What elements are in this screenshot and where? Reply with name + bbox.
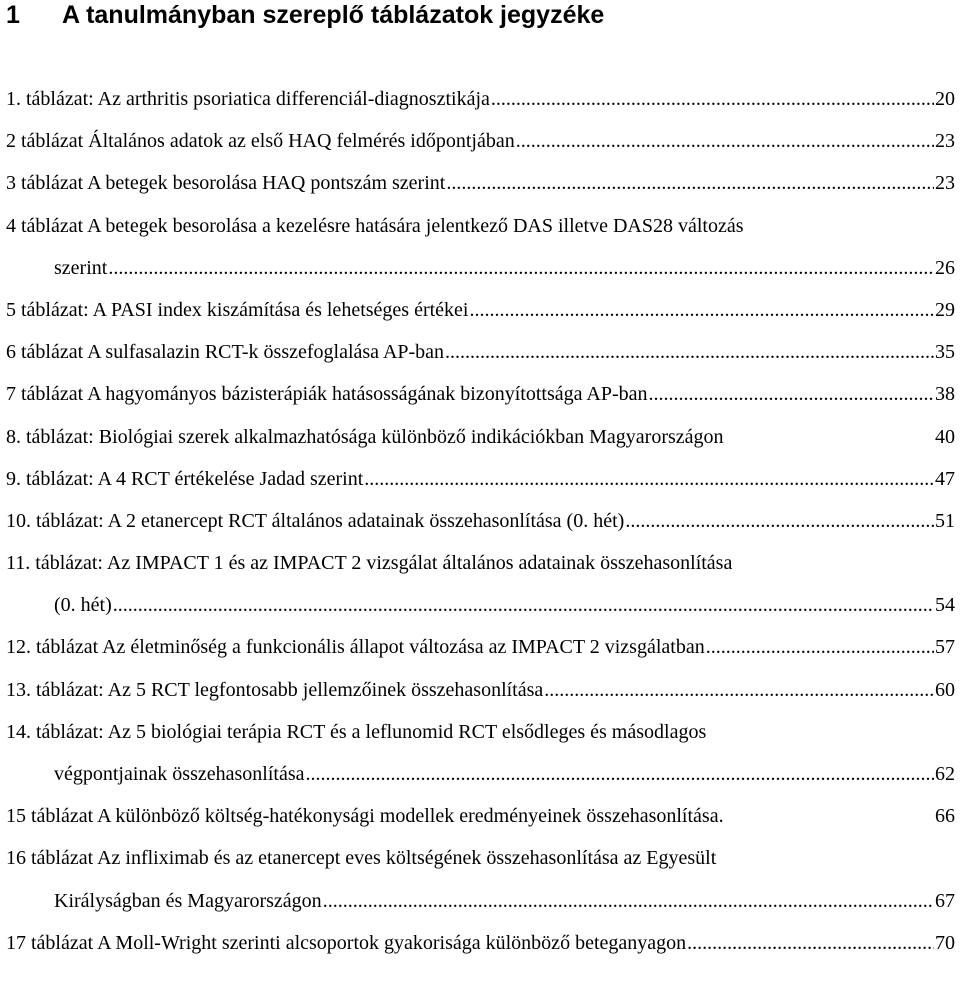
dot-leader	[544, 669, 934, 711]
toc-entry[interactable]	[6, 78, 955, 120]
toc-entry[interactable]	[6, 458, 955, 500]
toc-entry[interactable]	[6, 373, 955, 415]
dot-leader	[446, 162, 934, 204]
toc-entry[interactable]	[6, 542, 955, 626]
toc-page-number: 67	[935, 889, 955, 912]
toc-entry-title: szerint	[54, 256, 108, 279]
toc-page-number: 23	[935, 130, 955, 153]
toc-page-number: 54	[935, 594, 955, 617]
toc-entry-title: 4 táblázat A betegek besorolása a kezelésre hatására jelentkező DAS illetve DAS28 változás	[6, 214, 744, 237]
toc-entry-title: 8. táblázat: Biológiai szerek alkalmazhatósága különböző indikációkban Magyarországon	[6, 425, 724, 448]
toc-page-number: 20	[935, 88, 955, 110]
toc-entry-title: (0. hét)	[54, 594, 112, 617]
dot-leader	[445, 331, 934, 373]
dot-leader	[364, 458, 934, 500]
toc-entry-title: 1. táblázat: Az arthritis psoriatica differenciál-diagnosztikája	[6, 88, 490, 110]
dot-leader	[306, 753, 935, 795]
toc-entry[interactable]	[6, 162, 955, 204]
toc-page-number: 57	[935, 636, 955, 659]
toc-entry-title: 15 táblázat A különböző költség-hatékonysági modellek eredményeinek összehasonlítása.	[6, 805, 724, 828]
toc-entry[interactable]	[6, 837, 955, 921]
toc-entry[interactable]	[6, 205, 955, 289]
toc-page-number: 47	[935, 467, 955, 490]
dot-leader	[625, 500, 934, 542]
toc-entry[interactable]	[6, 795, 955, 837]
toc-entry-title: 9. táblázat: A 4 RCT értékelése Jadad szerint	[6, 467, 364, 490]
table-of-tables	[6, 78, 955, 964]
dot-leader	[516, 120, 934, 162]
toc-entry-title: 11. táblázat: Az IMPACT 1 és az IMPACT 2 vizsgálat általános adatainak összehasonlítása	[6, 552, 733, 575]
dot-leader	[687, 922, 934, 964]
toc-entry-title: 16 táblázat Az infliximab és az etanercept eves költségének összehasonlítása az Egyesült	[6, 847, 717, 870]
toc-entry[interactable]	[6, 669, 955, 711]
toc-entry[interactable]	[6, 331, 955, 373]
toc-entry-title: 7 táblázat A hagyományos bázisterápiák hatásosságának bizonyítottsága AP-ban	[6, 383, 648, 406]
section-number: 1	[6, 1, 20, 29]
toc-entry-title: 13. táblázat: Az 5 RCT legfontosabb jellemzőinek összehasonlítása	[6, 678, 544, 701]
dot-leader	[113, 584, 934, 626]
toc-entry-title: végpontjainak összehasonlítása	[54, 763, 305, 785]
toc-entry-title: 12. táblázat Az életminőség a funkcionális állapot változása az IMPACT 2 vizsgálatban	[6, 636, 705, 659]
dot-leader	[491, 78, 934, 120]
toc-entry[interactable]	[6, 289, 955, 331]
dot-leader	[649, 373, 935, 415]
toc-entry[interactable]	[6, 626, 955, 668]
dot-leader	[323, 880, 934, 922]
toc-entry-title: 10. táblázat: A 2 etanercept RCT általános adatainak összehasonlítása (0. hét)	[6, 509, 625, 532]
toc-page-number: 70	[935, 931, 955, 954]
toc-entry-title: 5 táblázat: A PASI index kiszámítása és lehetséges értékei	[6, 298, 469, 321]
toc-page-number: 38	[935, 383, 955, 406]
toc-page-number: 35	[935, 341, 955, 364]
toc-page-number: 66	[935, 805, 955, 828]
toc-page-number: 51	[935, 509, 955, 532]
dot-leader	[108, 247, 934, 289]
toc-entry-title: 17 táblázat A Moll-Wright szerinti alcsoportok gyakorisága különböző beteganyagon	[6, 931, 687, 954]
toc-page-number: 29	[935, 298, 955, 321]
section-title: A tanulmányban szereplő táblázatok jegyzéke	[62, 1, 605, 29]
toc-entry[interactable]	[6, 922, 955, 964]
dot-leader	[706, 626, 934, 668]
toc-entry-title: 2 táblázat Általános adatok az első HAQ felmérés időpontjában	[6, 130, 515, 153]
toc-entry-title: 14. táblázat: Az 5 biológiai terápia RCT és a leflunomid RCT elsődleges és másodlagos	[6, 720, 707, 743]
toc-entry[interactable]	[6, 120, 955, 162]
toc-page-number: 60	[935, 678, 955, 701]
section-heading	[6, 0, 604, 30]
toc-page-number: 23	[935, 172, 955, 195]
toc-entry-title: 3 táblázat A betegek besorolása HAQ pontszám szerint	[6, 172, 446, 195]
toc-entry-title: Királyságban és Magyarországon	[54, 889, 322, 912]
toc-page-number: 62	[935, 763, 955, 785]
toc-entry[interactable]	[6, 711, 955, 795]
toc-entry[interactable]	[6, 416, 955, 458]
toc-page-number: 26	[935, 256, 955, 279]
toc-entry-title: 6 táblázat A sulfasalazin RCT-k összefoglalása AP-ban	[6, 341, 445, 364]
toc-page-number: 40	[935, 425, 955, 448]
toc-entry[interactable]	[6, 500, 955, 542]
dot-leader	[469, 289, 934, 331]
